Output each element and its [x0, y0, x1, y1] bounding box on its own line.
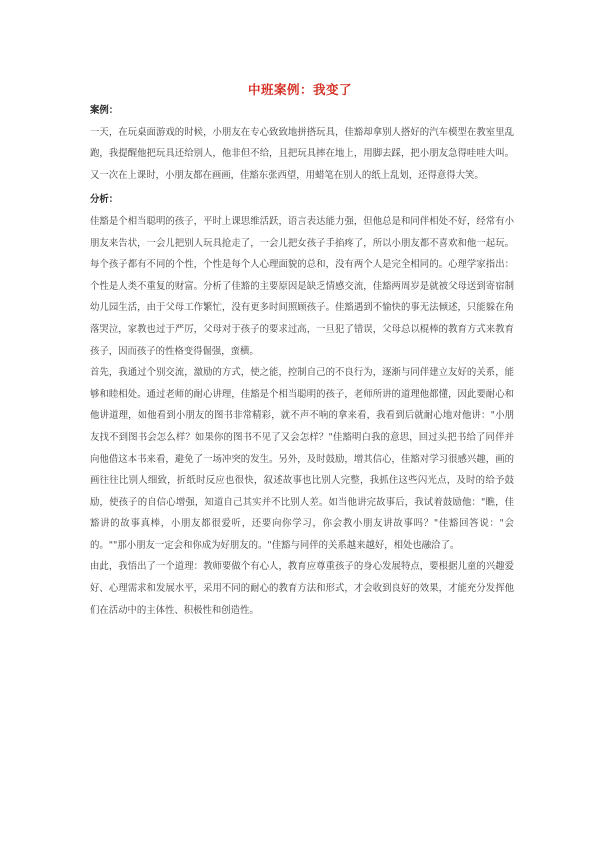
analysis-paragraph-1: 佳豁是个相当聪明的孩子，平时上课思维活跃，语言表达能力强，但他总是和同伴相处不好，经常有小朋友来告状，一会儿把别人玩具抢走了，一会儿把女孩子手掐疼了，所以小朋友都不喜欢和他一起玩。每个孩子都有不同的个性，个性是每个人心理面貌的总和，没有两个人是完全相同的。心理学家指出：个性是人类不重复的财富。分析了佳豁的主要原因是缺乏情感交流，佳豁两周岁是就被父母送到寄宿制幼儿园生活，由于父母工作繁忙，没有更多时间照顾孩子。佳豁遇到不愉快的事无法倾述，只能躲在角落哭泣，家教也过于严厉，父母对于孩子的要求过高，一旦犯了错误，父母总以棍棒的教育方式来教育孩子，因而孩子的性格变得倔强，蛮横。 — [90, 215, 514, 357]
analysis-paragraph-3: 由此，我悟出了一个道理：教师要做个有心人，教育应尊重孩子的身心发展特点，要根据儿童的兴趣爱好、心理需求和发展水平，采用不同的耐心的教育方法和形式，才会收到良好的效果，才能充分发挥他们在活动中的主体性、积极性和创造性。 — [90, 561, 514, 616]
case-heading: 案例： — [90, 105, 119, 116]
page-title: 中班案例：我变了 — [247, 82, 352, 97]
analysis-heading: 分析： — [90, 194, 119, 206]
analysis-paragraph-2: 首先，我通过个别交流，激励的方式，使之能，控制自己的不良行为，逐渐与同伴建立友好的关系，能够和睦相处。通过老师的耐心讲理，佳豁是个相当聪明的孩子，老师所讲的道理他都懂，因此要耐心和他讲道理，如他看到小朋友的图书非常精彩，就不声不响的拿来看，我看到后就耐心地对他讲："小朋友找不到图书会怎么样？如果你的图书不见了又会怎样？"佳豁明白我的意思，回过头把书给了同伴并向他借这本书来看，避免了一场冲突的发生。另外，及时鼓励，增其信心，佳豁对学习很感兴趣，画的画往往比别人细致，折纸时反应也很快，叙述故事也比别人完整，我抓住这些闪光点，及时的给予鼓励，使孩子的自信心增强，知道自己其实并不比别人差。如当他讲完故事后，我试着鼓励他："瞧，佳豁讲的故事真棒，小朋友都很爱听，还要向你学习，你会教小朋友讲故事吗？"佳豁回答说："会的。""那小朋友一定会和你成为好朋友的。"佳豁与同伴的关系越来越好，相处也融洽了。 — [90, 367, 514, 551]
case-paragraph: 一天，在玩桌面游戏的时候，小朋友在专心致致地拼搭玩具，佳豁却拿别人搭好的汽车模型在教室里乱跑，我提醒他把玩具还给别人，他非但不给，且把玩具摔在地上，用脚去踩，把小朋友急得哇哇大叫。又一次在上课时，小朋友都在画画，佳豁东张西望，用蜡笔在别人的纸上乱划，还得意得大笑。 — [90, 126, 514, 181]
document-body — [90, 100, 514, 621]
